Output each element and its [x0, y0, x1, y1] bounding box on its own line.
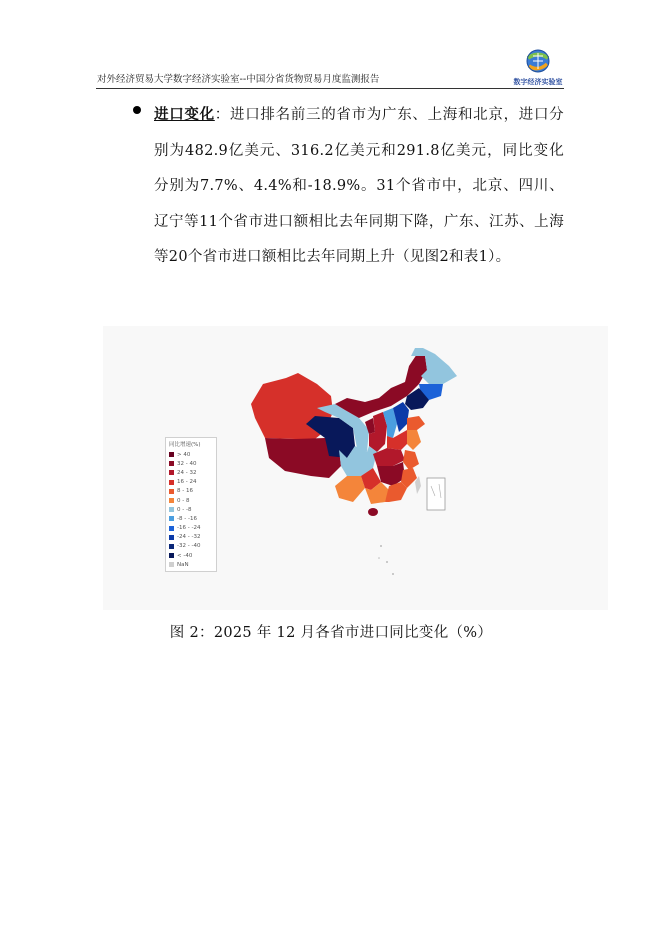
legend-row — [169, 487, 213, 496]
province-guangdong — [385, 482, 407, 502]
legend-row — [169, 514, 213, 523]
legend-swatch — [169, 535, 174, 540]
legend-swatch — [169, 553, 174, 558]
legend-label: 0 - -8 — [177, 506, 192, 513]
section-lead: 进口变化 — [154, 106, 215, 123]
province-jiangsu — [407, 430, 421, 450]
legend-swatch — [169, 461, 174, 466]
legend-label: -32 - -40 — [177, 543, 201, 550]
legend-swatch — [169, 526, 174, 531]
legend-label: NaN — [177, 561, 189, 568]
legend-row — [169, 478, 213, 487]
province-yunnan — [335, 476, 365, 502]
legend-swatch — [169, 507, 174, 512]
map-legend — [165, 437, 217, 572]
legend-row — [169, 496, 213, 505]
legend-row — [169, 505, 213, 514]
legend-title: 同比增速(%) — [169, 442, 201, 448]
lab-logo — [512, 47, 564, 87]
legend-swatch — [169, 470, 174, 475]
logo-caption: 数字经济实验室 — [513, 78, 563, 86]
legend-label: -8 - -16 — [177, 515, 197, 522]
legend-row — [169, 542, 213, 551]
section-lead-colon: ： — [214, 107, 230, 123]
header-divider — [96, 88, 564, 89]
legend-row — [169, 468, 213, 477]
china-import-map — [103, 326, 608, 610]
legend-swatch — [169, 562, 174, 567]
bullet-point — [133, 106, 141, 114]
legend-swatch — [169, 498, 174, 503]
legend-label: 24 - 32 — [177, 469, 197, 476]
figure-caption: 图 2：2025 年 12 月各省市进口同比变化（%） — [169, 625, 493, 641]
legend-row — [169, 551, 213, 560]
legend-swatch — [169, 489, 174, 494]
legend-label: -24 - -32 — [177, 534, 201, 541]
legend-row — [169, 450, 213, 459]
legend-label: > 40 — [177, 451, 191, 458]
legend-row — [169, 560, 213, 569]
province-hainan — [368, 508, 378, 516]
legend-label: 0 - 8 — [177, 497, 190, 504]
legend-swatch — [169, 516, 174, 521]
legend-label: 16 - 24 — [177, 479, 197, 486]
legend-row — [169, 524, 213, 533]
legend-swatch — [169, 480, 174, 485]
province-zhejiang — [403, 450, 419, 470]
legend-label: 8 - 16 — [177, 488, 193, 495]
legend-row — [169, 533, 213, 542]
section-body: 进口排名前三的省市为广东、上海和北京，进口分别为482.9亿美元、316.2亿美元和291.8亿美元，同比变化分别为7.7%、4.4%和-18.9%。31个省市中，北京、四川、辽宁等11个省市进口额相比去年同期下降，广东、江苏、上海等20个省市进口额相比去年同期上升（见图2和表1）。 — [154, 107, 564, 265]
south-china-sea-inset — [427, 478, 445, 510]
import-change-paragraph — [154, 97, 564, 276]
globe-logo-icon — [512, 47, 564, 79]
report-header-title: 对外经济贸易大学数字经济实验室--中国分省货物贸易月度监测报告 — [97, 74, 380, 85]
legend-label: -16 - -24 — [177, 525, 201, 532]
legend-swatch — [169, 452, 174, 457]
legend-swatch — [169, 544, 174, 549]
province-shandong — [407, 416, 425, 430]
legend-label: < -40 — [177, 552, 193, 559]
legend-label: 32 - 40 — [177, 460, 197, 467]
legend-row — [169, 459, 213, 468]
